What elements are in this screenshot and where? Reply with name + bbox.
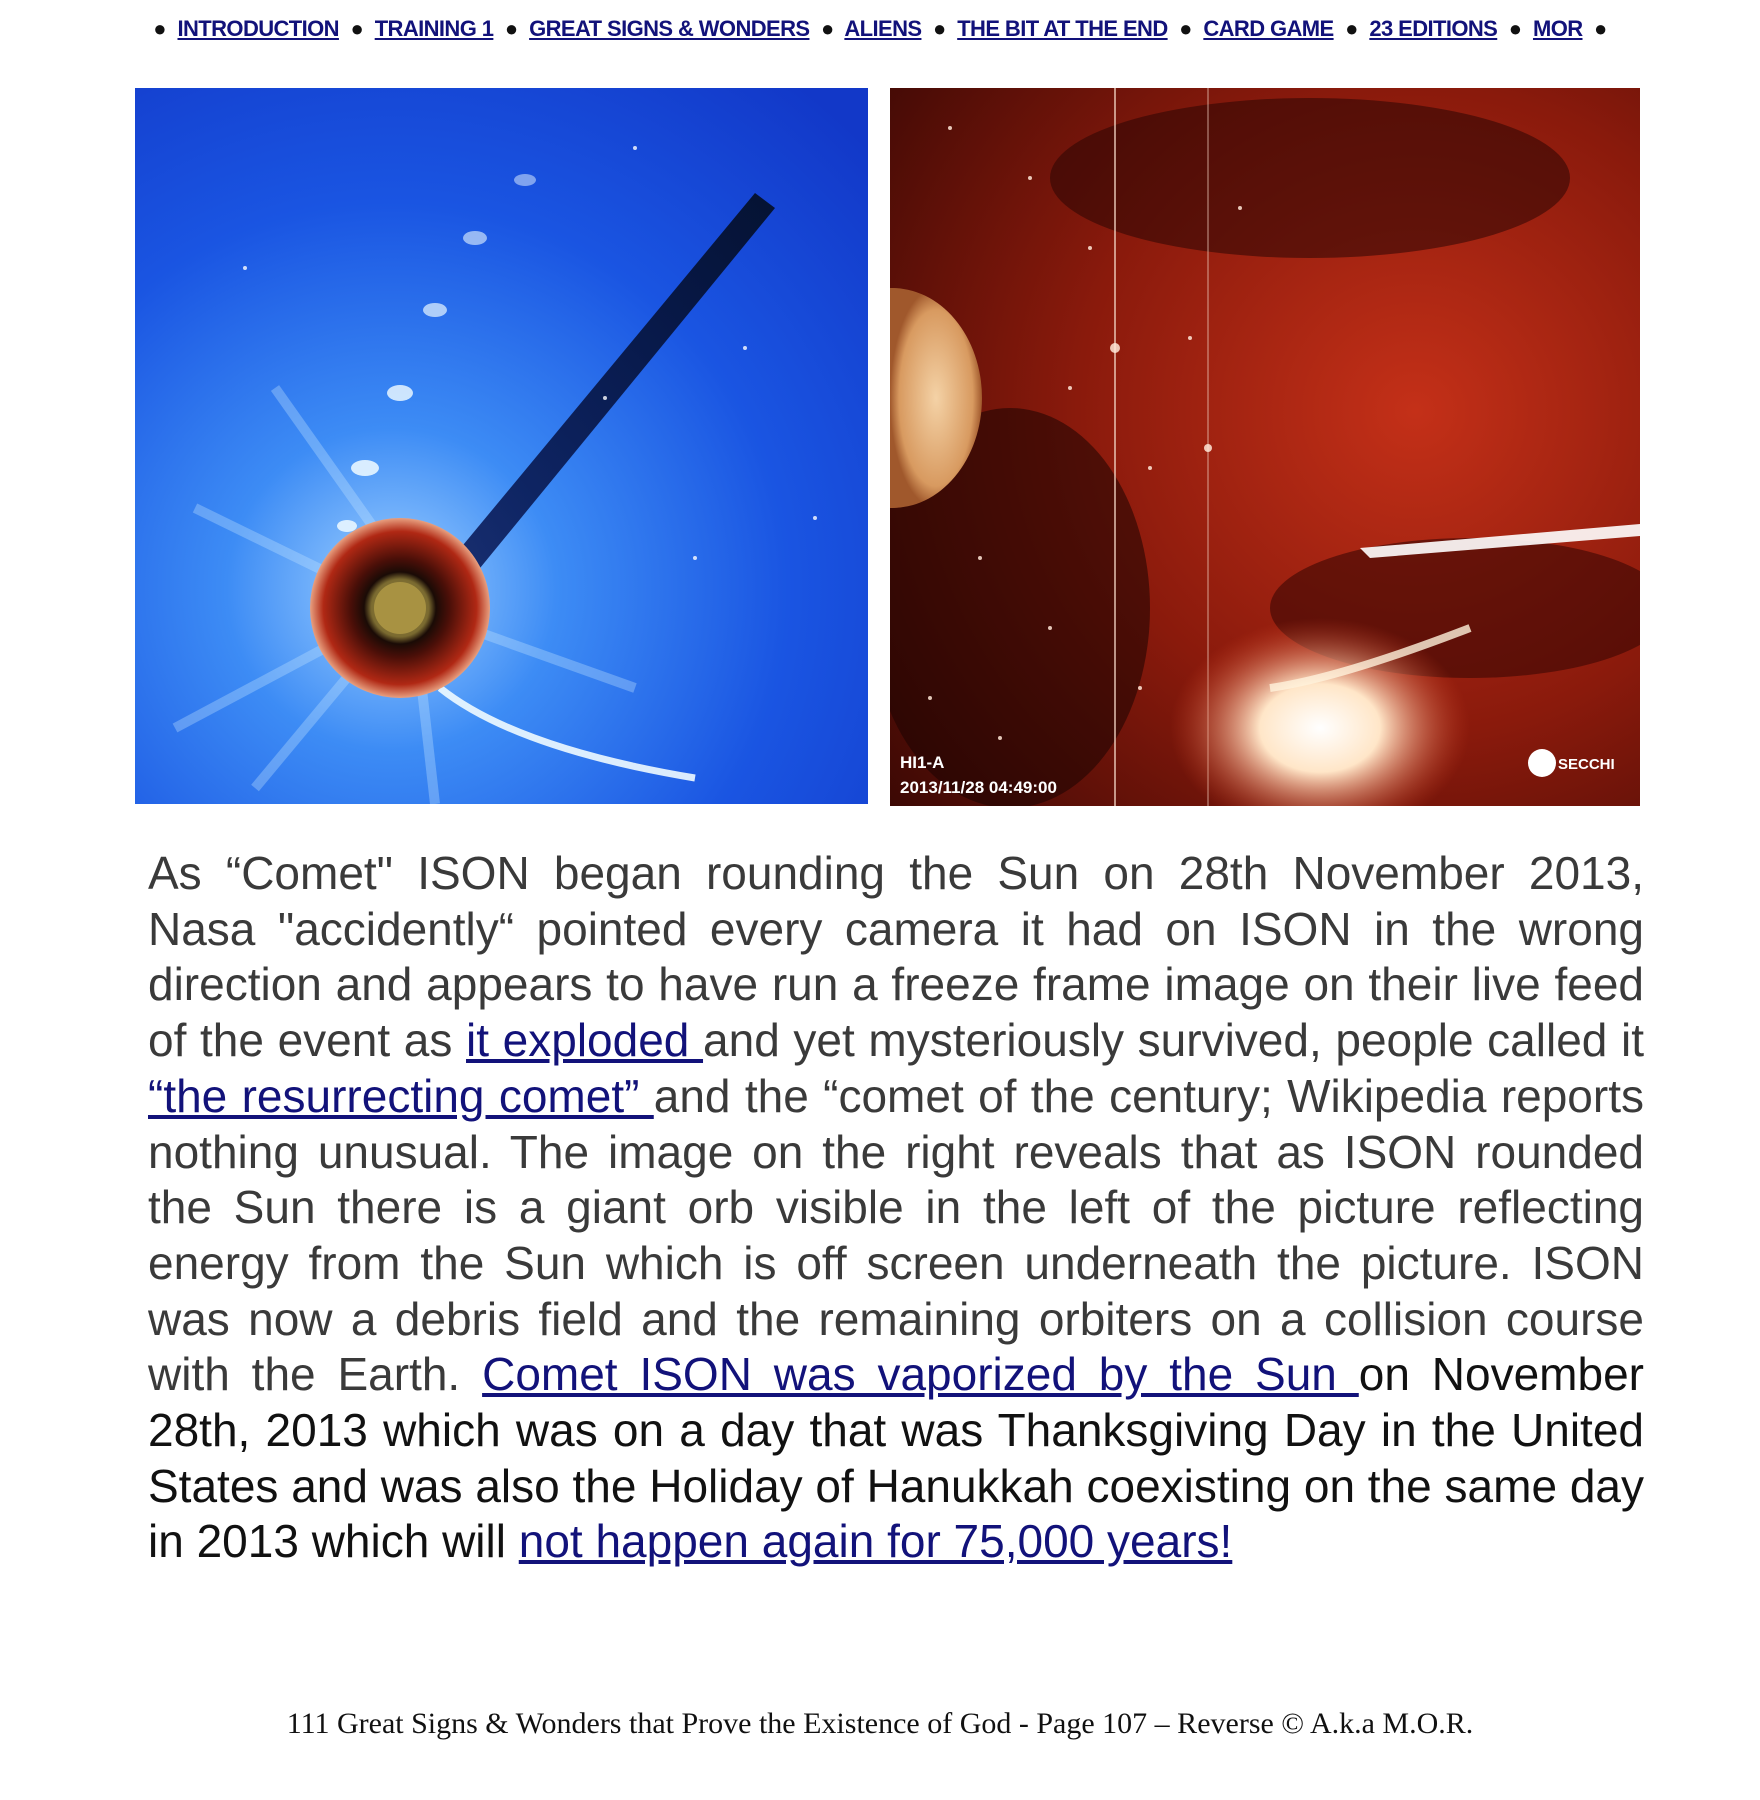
nav-separator: ● bbox=[932, 16, 946, 41]
nav-separator: ● bbox=[1179, 16, 1192, 41]
link-it-exploded[interactable]: it exploded bbox=[466, 1014, 704, 1067]
nav-separator: ● bbox=[153, 16, 166, 41]
link-not-happen-again[interactable]: not happen again for 75,000 years! bbox=[518, 1515, 1233, 1568]
secchi-logo-text: SECCHI bbox=[1558, 756, 1615, 773]
nav-link-mor[interactable]: MOR bbox=[1532, 16, 1583, 41]
article-text-3: and the “comet of the century; Wikipedia reports nothing unusual. The image on the right reveals that as ISON rounded the Sun there is a giant orb visible in the left of the picture reflecting energy from the Sun which is off screen underneath the picture. ISON was now a debris field and the remaining orbiters on a collision course with the Earth. bbox=[148, 1069, 1644, 1401]
comet-ison-soho-blue-image bbox=[135, 88, 868, 804]
article-text-4: on November 28th, 2013 which was on a day that was Thanksgiving Day in the United States and was also the Holiday of Hanukkah coexisting on the same day in 2013 which will bbox=[148, 1348, 1644, 1568]
article-text-1: As “Comet" ISON began rounding the Sun on 28th November 2013, Nasa "accidently“ pointed every camera it had on ISON in the wrong direction and appears to have run a freeze frame image on their live feed of the event as bbox=[148, 847, 1644, 1067]
secchi-logo-icon bbox=[1528, 749, 1556, 777]
nav-separator: ● bbox=[1345, 16, 1358, 41]
page-footer: 111 Great Signs & Wonders that Prove the Existence of God - Page 107 – Reverse © A.k.a M.O.R. bbox=[286, 1707, 1474, 1740]
nav-link-the-bit-at-the-end[interactable]: THE BIT AT THE END bbox=[957, 16, 1168, 41]
nav-link-great-signs-wonders[interactable]: GREAT SIGNS & WONDERS bbox=[529, 16, 810, 41]
nav-link-23-editions[interactable]: 23 EDITIONS bbox=[1369, 16, 1498, 41]
image-overlay-timestamp: 2013/11/28 04:49:00 bbox=[900, 778, 1057, 797]
article-paragraph bbox=[148, 846, 1644, 1570]
top-navigation bbox=[0, 16, 1760, 42]
link-resurrecting-comet[interactable]: “the resurrecting comet” bbox=[148, 1069, 654, 1122]
nav-separator: ● bbox=[820, 16, 834, 41]
image-overlay-instrument-label: HI1-A bbox=[900, 753, 945, 772]
nav-link-training-1[interactable]: TRAINING 1 bbox=[374, 16, 494, 41]
nav-separator: ● bbox=[1594, 16, 1607, 41]
nav-separator: ● bbox=[1508, 16, 1522, 41]
coronagraph-blue-graphic bbox=[135, 88, 868, 804]
nav-separator: ● bbox=[350, 16, 364, 41]
secchi-red-graphic bbox=[890, 88, 1640, 806]
comet-ison-secchi-red-image bbox=[890, 88, 1640, 806]
nav-link-aliens[interactable]: ALIENS bbox=[844, 16, 922, 41]
link-comet-ison-vaporized[interactable]: Comet ISON was vaporized by the Sun bbox=[482, 1348, 1359, 1401]
nav-separator: ● bbox=[504, 16, 518, 41]
nav-link-introduction[interactable]: INTRODUCTION bbox=[177, 16, 339, 41]
nav-link-card-game[interactable]: CARD GAME bbox=[1203, 16, 1334, 41]
article-text-2: and yet mysteriously survived, people called it bbox=[703, 1014, 1645, 1067]
